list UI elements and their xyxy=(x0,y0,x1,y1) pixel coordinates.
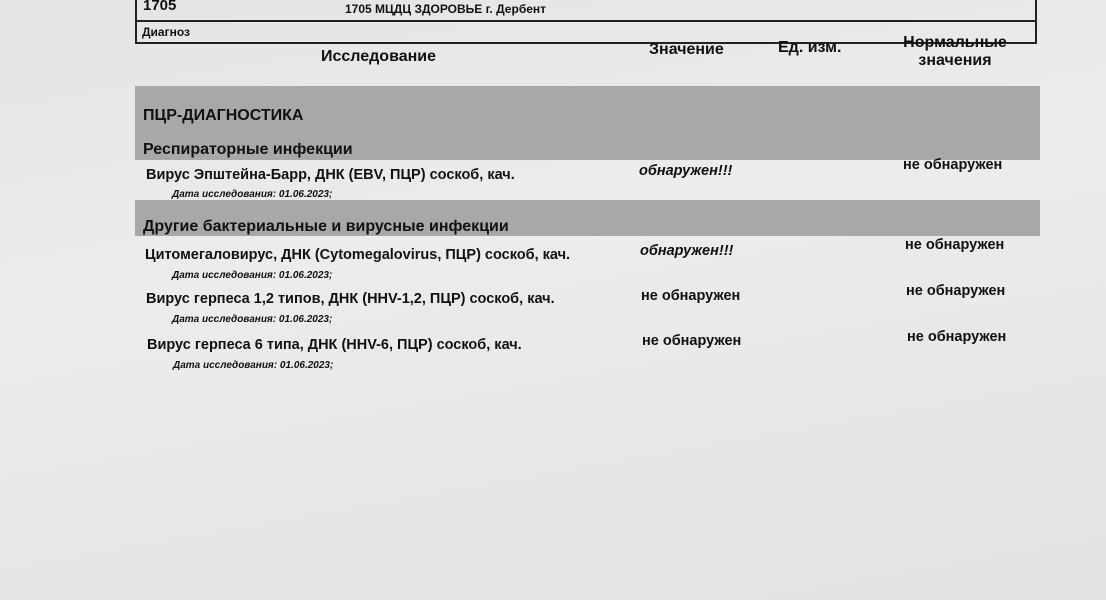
test-normal: не обнаружен xyxy=(907,329,1007,345)
col-normal-line2: значения xyxy=(918,52,992,69)
col-normal-line1: Нормальные xyxy=(903,34,1007,51)
test-date: Дата исследования: 01.06.2023; xyxy=(172,314,333,325)
col-normal xyxy=(895,34,1015,70)
col-test: Исследование xyxy=(321,48,436,65)
group-title: Другие бактериальные и вирусные инфекции xyxy=(143,218,509,235)
test-name: Вирус герпеса 1,2 типов, ДНК (HHV-1,2, ПЦР) соскоб, кач. xyxy=(146,291,555,307)
header-box xyxy=(135,0,1037,22)
test-date: Дата исследования: 01.06.2023; xyxy=(172,189,333,200)
test-name: Цитомегаловирус, ДНК (Cytomegalovirus, ПЦР) соскоб, кач. xyxy=(145,247,571,263)
test-name: Вирус герпеса 6 типа, ДНК (HHV-6, ПЦР) соскоб, кач. xyxy=(147,337,522,353)
test-date: Дата исследования: 01.06.2023; xyxy=(173,360,334,371)
test-value: обнаружен!!! xyxy=(640,243,734,259)
test-value: обнаружен!!! xyxy=(639,163,733,179)
test-value: не обнаружен xyxy=(642,333,742,349)
test-normal: не обнаружен xyxy=(903,157,1003,173)
test-normal: не обнаружен xyxy=(906,283,1006,299)
col-unit: Ед. изм. xyxy=(778,39,842,56)
test-name: Вирус Эпштейна-Барр, ДНК (EBV, ПЦР) соскоб, кач. xyxy=(146,167,515,183)
group-title: Респираторные инфекции xyxy=(143,141,353,158)
test-normal: не обнаружен xyxy=(905,237,1005,253)
col-value: Значение xyxy=(649,41,724,58)
test-value: не обнаружен xyxy=(641,288,741,304)
diagnosis-label: Диагноз xyxy=(142,25,190,39)
section-title: ПЦР-ДИАГНОСТИКА xyxy=(143,107,304,124)
header-code: 1705 xyxy=(143,0,177,14)
test-date: Дата исследования: 01.06.2023; xyxy=(172,270,333,281)
header-org: 1705 МЦДЦ ЗДОРОВЬЕ г. Дербент xyxy=(345,2,547,16)
